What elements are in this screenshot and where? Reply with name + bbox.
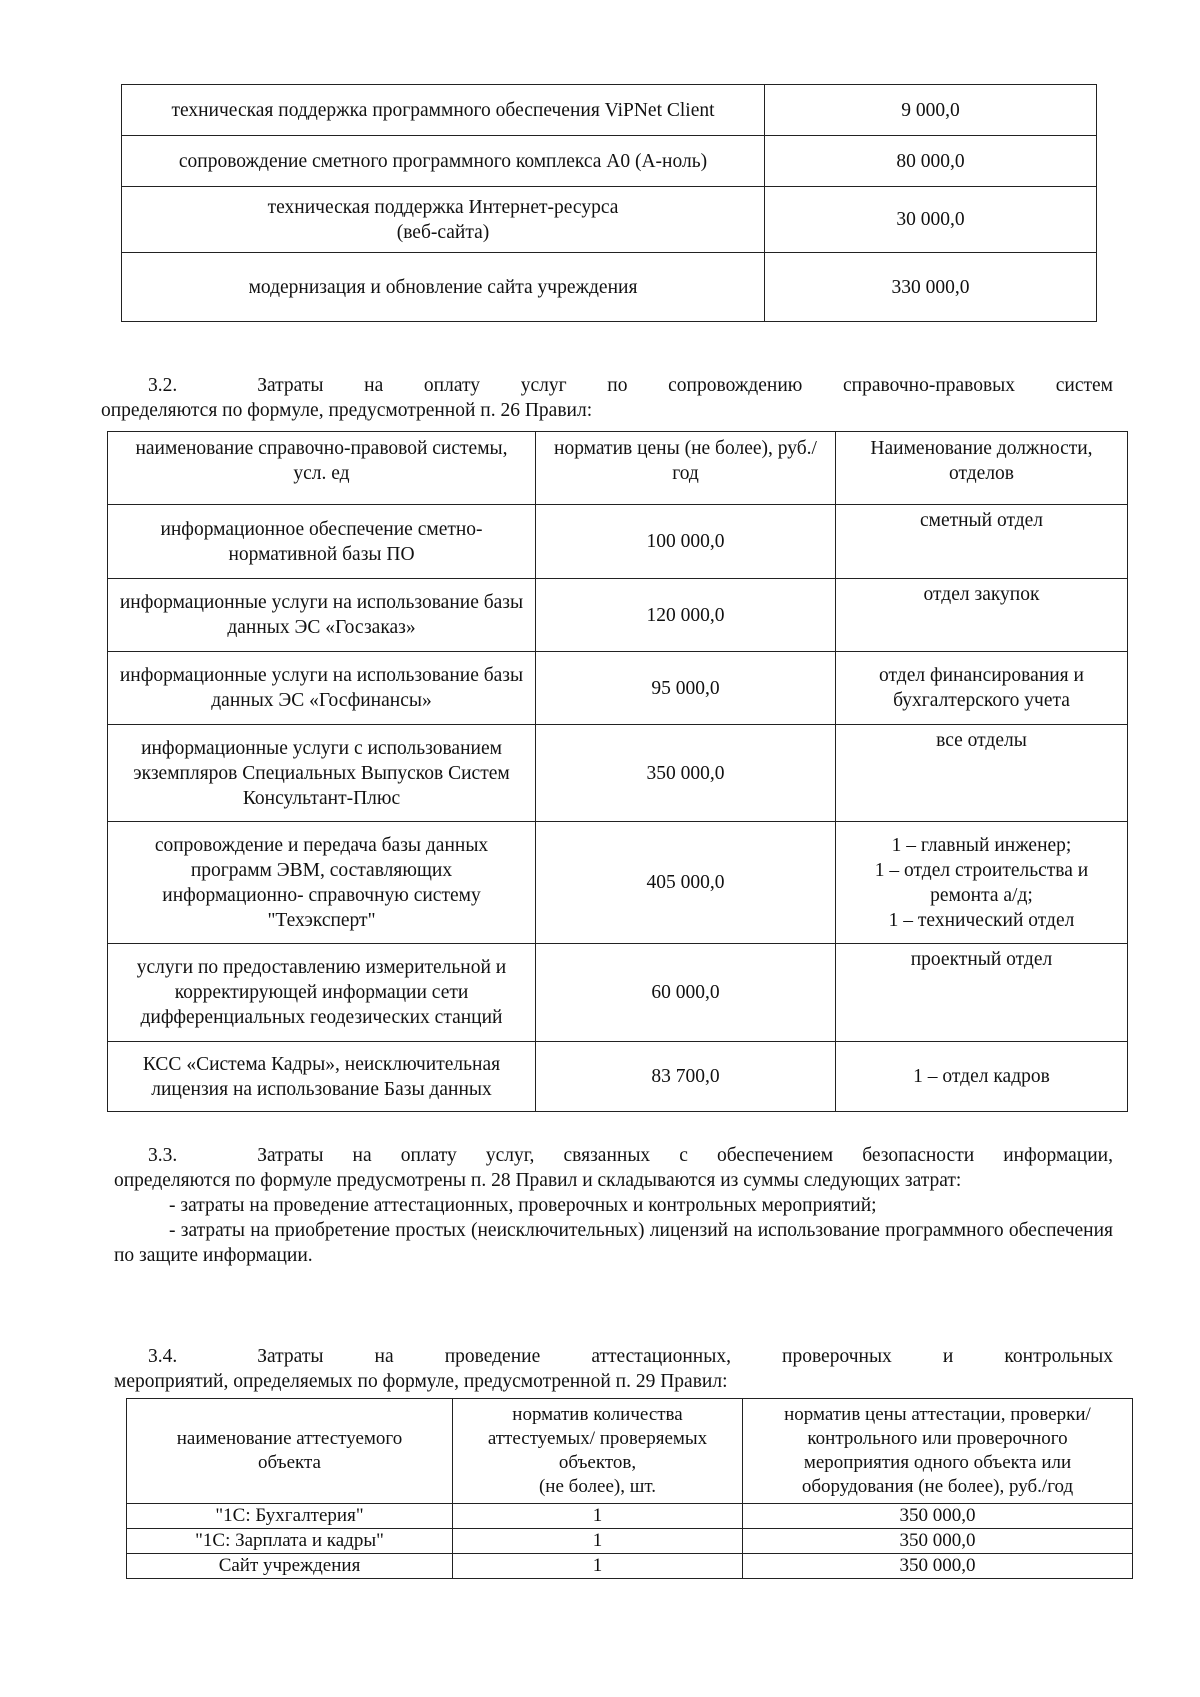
section-text-continued: определяются по формуле предусмотрены п. 28 Правил и складываются из суммы следующих затрат: <box>114 1170 962 1191</box>
section-text-continued: определяются по формуле, предусмотренной п. 26 Правил: <box>101 400 593 421</box>
system-name: сопровождение и передача базы данных программ ЭВМ, составляющих информационно- справочную систему "Техэксперт" <box>108 822 536 944</box>
department-line: 1 – отдел строительства и ремонта а/д; <box>874 859 1089 906</box>
table-row <box>108 725 1128 822</box>
system-price: 120 000,0 <box>536 579 836 652</box>
department-line: 1 – технический отдел <box>888 909 1075 931</box>
service-price: 330 000,0 <box>765 253 1097 322</box>
system-name: услуги по предоставлению измерительной и корректирующей информации сети дифференциальных геодезических станций <box>108 944 536 1042</box>
bullet-item: - затраты на приобретение простых (неисключительных) лицензий на использование программного обеспечения по защите информации. <box>114 1220 1113 1266</box>
system-price: 405 000,0 <box>536 822 836 944</box>
table-row <box>127 1529 1133 1554</box>
header-line: норматив цены аттестации, проверки/ <box>784 1404 1091 1425</box>
object-price: 350 000,0 <box>743 1529 1133 1554</box>
section-3-3-first-line <box>114 1143 1113 1168</box>
table-row <box>108 1042 1128 1112</box>
header-line: норматив количества <box>512 1404 683 1425</box>
service-price: 80 000,0 <box>765 136 1097 187</box>
attestation-table <box>126 1398 1133 1579</box>
object-name: "1С: Бухгалтерия" <box>127 1504 453 1529</box>
section-number: 3.2. <box>148 375 178 396</box>
section-3-2 <box>101 373 1113 423</box>
section-text-continued: мероприятий, определяемых по формуле, предусмотренной п. 29 Правил: <box>114 1371 728 1392</box>
system-department <box>836 822 1128 944</box>
section-3-2-first-line <box>101 373 1113 398</box>
service-price: 30 000,0 <box>765 187 1097 253</box>
system-department: отдел финансирования и бухгалтерского учета <box>836 652 1128 725</box>
header-line: аттестуемых/ проверяемых <box>487 1428 708 1449</box>
column-header: норматив цены (не более), руб./год <box>536 432 836 505</box>
header-line: объектов, <box>558 1452 637 1473</box>
service-name <box>122 187 765 253</box>
table-row <box>108 579 1128 652</box>
system-price: 60 000,0 <box>536 944 836 1042</box>
header-line: контрольного или проверочного <box>807 1428 1068 1449</box>
system-name: информационные услуги на использование базы данных ЭС «Госзаказ» <box>108 579 536 652</box>
service-name-line: (веб-сайта) <box>396 221 490 243</box>
section-3-4 <box>114 1344 1113 1394</box>
system-price: 95 000,0 <box>536 652 836 725</box>
column-header <box>743 1399 1133 1504</box>
service-price: 9 000,0 <box>765 85 1097 136</box>
section-text: Затраты на проведение аттестационных, проверочных и контрольных <box>257 1346 1113 1367</box>
legal-systems-table <box>107 431 1128 1112</box>
object-name: "1С: Зарплата и кадры" <box>127 1529 453 1554</box>
object-name: Сайт учреждения <box>127 1554 453 1579</box>
service-name: сопровождение сметного программного комплекса А0 (А-ноль) <box>122 136 765 187</box>
system-price: 83 700,0 <box>536 1042 836 1112</box>
system-name: информационные услуги с использованием экземпляров Специальных Выпусков Систем Консультант-Плюс <box>108 725 536 822</box>
object-quantity: 1 <box>453 1554 743 1579</box>
table-row <box>108 822 1128 944</box>
object-quantity: 1 <box>453 1504 743 1529</box>
table-row <box>108 652 1128 725</box>
table-row <box>122 187 1097 253</box>
department-line: 1 – главный инженер; <box>891 834 1072 856</box>
system-department: проектный отдел <box>836 944 1128 1042</box>
table-row <box>108 944 1128 1042</box>
table-header-row <box>127 1399 1133 1504</box>
system-department: отдел закупок <box>836 579 1128 652</box>
header-line: (не более), шт. <box>538 1476 657 1497</box>
header-line: оборудования (не более), руб./год <box>801 1476 1074 1497</box>
table-row <box>122 136 1097 187</box>
table-row <box>122 253 1097 322</box>
section-3-4-first-line <box>114 1344 1113 1369</box>
system-name: КСС «Система Кадры», неисключительная лицензия на использование Базы данных <box>108 1042 536 1112</box>
system-department: все отделы <box>836 725 1128 822</box>
header-line: мероприятия одного объекта или <box>803 1452 1072 1473</box>
table-header-row <box>108 432 1128 505</box>
system-department: 1 – отдел кадров <box>836 1042 1128 1112</box>
system-price: 100 000,0 <box>536 505 836 579</box>
table-row <box>127 1504 1133 1529</box>
section-number: 3.3. <box>148 1145 178 1166</box>
service-name: техническая поддержка программного обеспечения ViPNet Client <box>122 85 765 136</box>
section-text: Затраты на оплату услуг, связанных с обеспечением безопасности информации, <box>257 1145 1113 1166</box>
table-row <box>122 85 1097 136</box>
object-quantity: 1 <box>453 1529 743 1554</box>
object-price: 350 000,0 <box>743 1554 1133 1579</box>
column-header <box>453 1399 743 1504</box>
system-department: сметный отдел <box>836 505 1128 579</box>
column-header: наименование справочно-правовой системы, усл. ед <box>108 432 536 505</box>
column-header: наименование аттестуемого объекта <box>127 1399 453 1504</box>
section-text: Затраты на оплату услуг по сопровождению справочно-правовых систем <box>257 375 1113 396</box>
column-header: Наименование должности, отделов <box>836 432 1128 505</box>
service-name-line: техническая поддержка Интернет-ресурса <box>267 196 619 218</box>
system-name: информационное обеспечение сметно-нормативной базы ПО <box>108 505 536 579</box>
service-name: модернизация и обновление сайта учреждения <box>122 253 765 322</box>
table-row <box>108 505 1128 579</box>
section-number: 3.4. <box>148 1346 178 1367</box>
system-price: 350 000,0 <box>536 725 836 822</box>
table-row <box>127 1554 1133 1579</box>
software-support-table <box>121 84 1097 322</box>
bullet-item: - затраты на проведение аттестационных, проверочных и контрольных мероприятий; <box>169 1195 877 1216</box>
system-name: информационные услуги на использование базы данных ЭС «Госфинансы» <box>108 652 536 725</box>
object-price: 350 000,0 <box>743 1504 1133 1529</box>
section-3-3 <box>114 1143 1113 1268</box>
